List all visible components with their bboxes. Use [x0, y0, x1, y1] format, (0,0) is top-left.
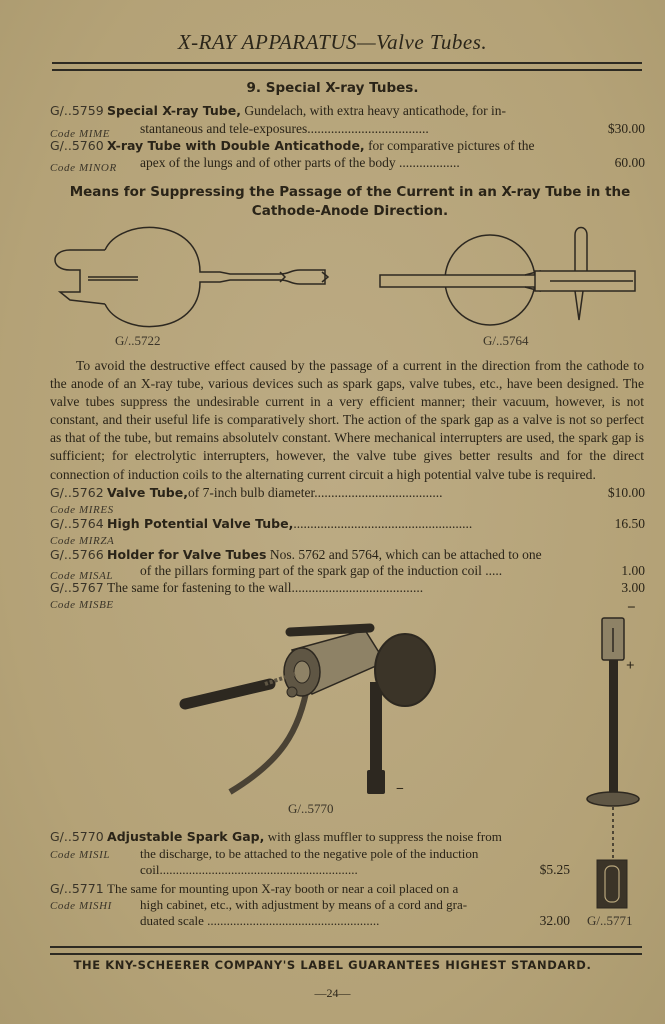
catalog-number: G/..5759: [50, 103, 104, 118]
code-word: Code MISIL: [50, 849, 111, 861]
item-description: .....................................................: [293, 516, 473, 531]
item-5760-line1: [50, 138, 645, 156]
figure-caption-5770: G/..5770: [288, 801, 334, 816]
page-number: —24—: [314, 986, 351, 1000]
item-description: The same for fastening to the wall.......................................: [107, 580, 424, 595]
code-word: Code MISHI: [50, 900, 112, 912]
figure-caption-5771: G/..5771: [587, 913, 633, 928]
negative-terminal-label: −: [396, 782, 404, 797]
catalog-number: G/..5771: [50, 881, 104, 896]
item-5760-line2: [50, 155, 645, 173]
item-price: $5.25: [539, 862, 570, 877]
spark-gap-5770-illustration: [180, 622, 440, 802]
body-paragraph: [50, 357, 644, 484]
item-description: duated scale .....................................................: [140, 913, 380, 928]
code-word: Code MISBE: [50, 599, 114, 611]
code-word: Code MINOR: [50, 162, 117, 174]
code-word: Code MIRES: [50, 504, 114, 516]
code-word: Code MIME: [50, 128, 111, 140]
spark-gap-5771-illustration: [585, 610, 645, 915]
code-word: Code MISAL: [50, 570, 114, 582]
item-5770-line1: [50, 829, 540, 847]
item-description: stantaneous and tele-exposures....................................: [140, 121, 429, 136]
item-description: apex of the lungs and of other parts of the body ..................: [140, 155, 460, 170]
catalog-number: G/..5766: [50, 547, 104, 562]
item-description: high cabinet, etc., with adjustment by means of a cord and gra-: [140, 897, 468, 912]
code-word: Code MIRZA: [50, 535, 115, 547]
item-price: 60.00: [614, 155, 645, 170]
item-price: 1.00: [621, 563, 645, 578]
section-title: 9. Special X-ray Tubes.: [246, 80, 419, 96]
item-name: High Potential Valve Tube,: [107, 516, 294, 531]
item-5770-line3: [140, 862, 570, 880]
catalog-number: G/..5770: [50, 829, 104, 844]
item-name: Adjustable Spark Gap,: [107, 829, 265, 844]
valve-tube-5764-illustration: [375, 225, 645, 330]
item-5771-line3: [140, 913, 570, 931]
negative-terminal-label: −: [627, 600, 636, 616]
catalog-number: G/..5760: [50, 138, 104, 153]
item-5766-line2: [50, 563, 645, 581]
item-price: 32.00: [539, 913, 570, 928]
item-price: $30.00: [607, 121, 645, 136]
paragraph-text: To avoid the destructive effect caused by the passage of a current in the direction from the cathode to the anode of an X-ray tube, various devices such as spark gaps, valve tubes, etc., have been designed. The valve tubes suppress the undesirable current in a very efficient manner; their vacuum, however, is not constant, and their useful life is comparatively short. The action of the spark gap as a valve is not so perfect as that of the tube, but remains absolutelv constant. Where mechanical interrupters are used, the spark gap is sufficient; for electrolytic interrupters, however, the valve tube gives better results and for the direct connection of induction coils to the alternating current circuit a high potential valve tube is required.: [50, 358, 644, 482]
means-heading: Means for Suppressing the Passage of the Current in an X-ray Tube in the Cathode-Anode Direction.: [69, 184, 631, 219]
item-description: The same for mounting upon X-ray booth or near a coil placed on a: [107, 881, 459, 896]
figure-caption-5722: G/..5722: [115, 333, 161, 348]
item-price: 16.50: [614, 516, 645, 531]
item-name: X-ray Tube with Double Anticathode,: [107, 138, 365, 153]
item-description: Gundelach, with extra heavy anticathode, for in-: [244, 103, 507, 118]
figure-caption-5764: G/..5764: [483, 333, 529, 348]
item-description: for comparative pictures of the: [368, 138, 535, 153]
item-description: the discharge, to be attached to the negative pole of the induction: [140, 846, 479, 861]
valve-tube-5722-illustration: [50, 222, 340, 332]
footer-rule: [50, 946, 642, 955]
item-5767-code: [50, 596, 645, 614]
item-name: Valve Tube,: [107, 485, 188, 500]
catalog-number: G/..5764: [50, 516, 104, 531]
item-description: Nos. 5762 and 5764, which can be attached to one: [269, 547, 542, 562]
positive-terminal-label: +: [626, 658, 635, 674]
item-price: $10.00: [607, 485, 645, 500]
item-description: of 7-inch bulb diameter......................................: [187, 485, 443, 500]
item-5759-line1: [50, 103, 645, 121]
item-description: with glass muffler to suppress the noise from: [267, 829, 502, 844]
page-title: X-RAY APPARATUS—Valve Tubes.: [177, 30, 488, 54]
item-description: of the pillars forming part of the spark gap of the induction coil .....: [140, 563, 503, 578]
item-price: 3.00: [621, 580, 645, 595]
catalog-number: G/..5767: [50, 580, 104, 595]
item-name: Holder for Valve Tubes: [107, 547, 267, 562]
footer-slogan: THE KNY-SCHEERER COMPANY'S LABEL GUARANTEES HIGHEST STANDARD.: [73, 958, 592, 972]
catalog-number: G/..5762: [50, 485, 104, 500]
item-description: coil.............................................................: [140, 862, 358, 877]
item-name: Special X-ray Tube,: [107, 103, 241, 118]
header-rule: [52, 62, 642, 71]
item-5759-line2: [50, 121, 645, 139]
